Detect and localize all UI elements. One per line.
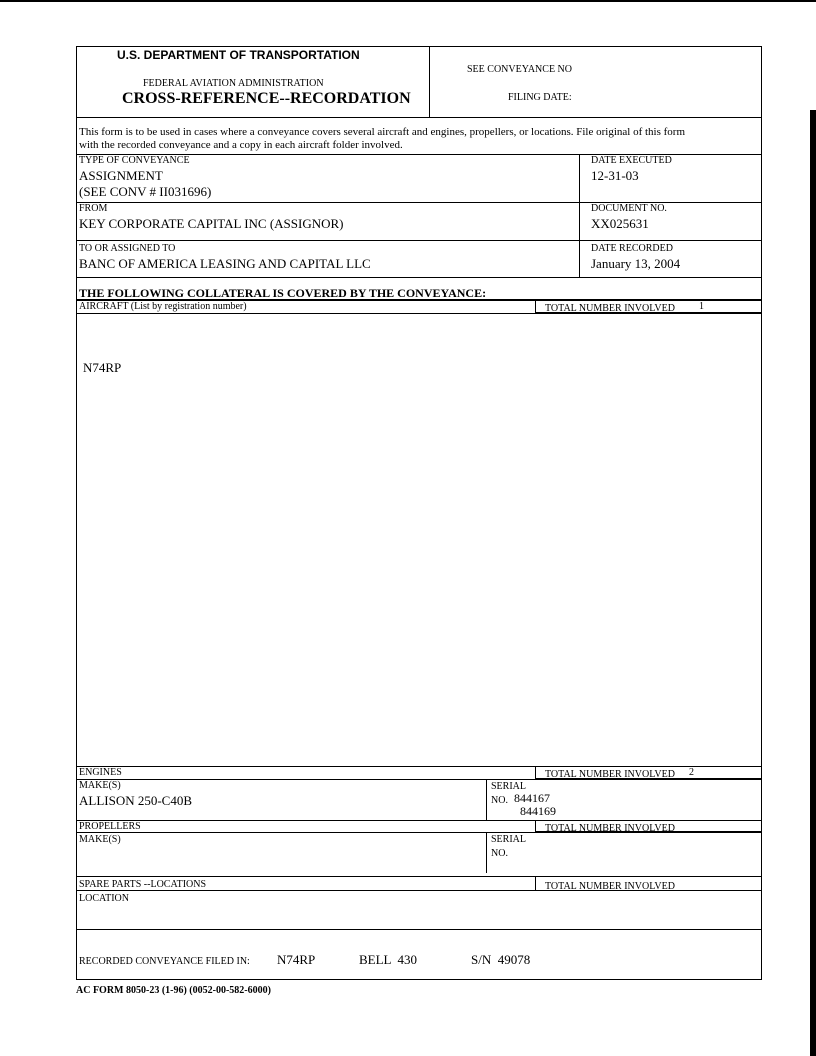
from-label: FROM [79,203,108,214]
recorded-registration: N74RP [277,952,316,967]
divider [77,117,761,118]
engines-total-value: 2 [689,767,694,778]
assigned-to-label: TO OR ASSIGNED TO [79,243,176,254]
divider [77,240,761,241]
propellers-serial-label: SERIAL [491,834,526,845]
divider [77,766,761,767]
engines-make-value: ALLISON 250-C40B [79,793,193,808]
assigned-to-value: BANC OF AMERICA LEASING AND CAPITAL LLC [79,256,371,271]
instructions [79,126,685,152]
engine-serial: 844169 [520,804,556,818]
form-number: AC FORM 8050-23 (1-96) (0052-00-582-6000) [76,985,271,996]
aircraft-label: AIRCRAFT (List by registration number) [79,301,247,312]
engines-total-label: TOTAL NUMBER INVOLVED [545,769,675,780]
engine-serial: 844167 [514,791,550,805]
engines-serial-list [514,792,556,818]
instructions-line-1: This form is to be used in cases where a conveyance covers several aircraft and engines, propellers, or locations. File original of this form [79,126,686,138]
document-no-value: XX025631 [591,216,649,231]
see-conveyance-label: SEE CONVEYANCE NO [467,64,572,75]
department-name: U.S. DEPARTMENT OF TRANSPORTATION [117,48,360,62]
engines-label: ENGINES [79,767,122,778]
divider [77,820,761,821]
document-no-label: DOCUMENT NO. [591,203,667,214]
propellers-total-label: TOTAL NUMBER INVOLVED [545,823,675,834]
engines-serial-label: SERIAL [491,781,526,792]
divider [77,779,761,780]
from-value: KEY CORPORATE CAPITAL INC (ASSIGNOR) [79,216,344,231]
divider [77,277,761,278]
type-of-conveyance-label: TYPE OF CONVEYANCE [79,155,190,166]
spare-parts-total-divider [535,876,536,890]
collateral-heading: THE FOLLOWING COLLATERAL IS COVERED BY THE CONVEYANCE: [79,286,487,300]
divider [77,832,761,833]
aircraft-registration: N74RP [83,360,122,375]
spare-parts-total-label: TOTAL NUMBER INVOLVED [545,881,675,892]
conveyance-column-divider [579,154,580,277]
propellers-serial-divider [486,832,487,873]
header-divider [429,47,430,117]
divider [77,929,761,930]
divider [77,890,761,891]
date-executed-label: DATE EXECUTED [591,155,672,166]
divider [77,313,761,314]
instructions-line-2: with the recorded conveyance and a copy in each aircraft folder involved. [79,139,403,151]
type-of-conveyance-value: ASSIGNMENT [79,168,163,183]
date-recorded-label: DATE RECORDED [591,243,673,254]
engines-make-label: MAKE(S) [79,780,121,791]
divider [77,876,761,877]
type-of-conveyance-note: (SEE CONV # II031696) [79,184,212,199]
scan-top-border [0,0,816,2]
propellers-make-label: MAKE(S) [79,834,121,845]
engines-no-label: NO. [491,795,508,806]
date-recorded-value: January 13, 2004 [591,256,681,271]
aircraft-total-value: 1 [699,301,704,312]
propellers-label: PROPELLERS [79,821,141,832]
cross-reference-form [76,46,762,980]
engines-serial-divider [486,779,487,820]
spare-parts-label: SPARE PARTS --LOCATIONS [79,879,207,890]
propellers-no-label: NO. [491,848,508,859]
filing-date-label: FILING DATE: [508,92,572,103]
recorded-serial: S/N 49078 [471,952,531,967]
agency-name: FEDERAL AVIATION ADMINISTRATION [143,78,324,89]
recorded-model: BELL 430 [359,952,418,967]
location-label: LOCATION [79,893,129,904]
aircraft-total-label: TOTAL NUMBER INVOLVED [545,303,675,314]
date-executed-value: 12-31-03 [591,168,639,183]
recorded-filed-in-label: RECORDED CONVEYANCE FILED IN: [79,956,250,967]
scan-right-edge [810,110,816,1056]
form-title: CROSS-REFERENCE--RECORDATION [122,90,411,107]
aircraft-total-divider [535,299,536,313]
